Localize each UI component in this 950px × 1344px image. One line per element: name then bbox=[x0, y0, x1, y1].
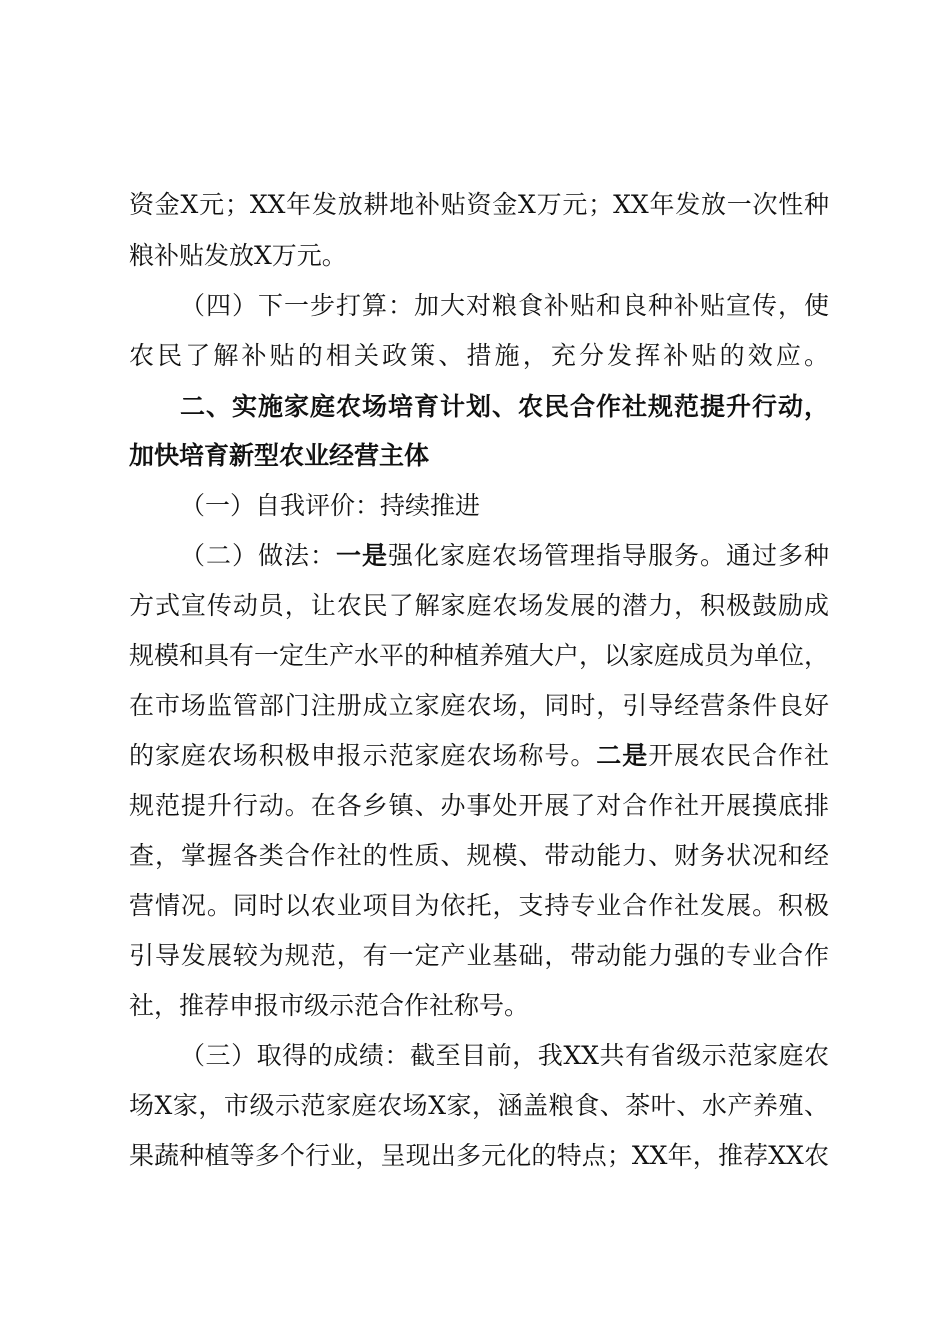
emphasis-text: 一是 bbox=[336, 541, 388, 570]
paragraph-line: 方式宣传动员，让农民了解家庭农场发展的潜力，积极鼓励成 bbox=[129, 591, 829, 620]
paragraph-line: （一）自我评价：持续推进 bbox=[180, 491, 481, 520]
paragraph-line: 规范提升行动。在各乡镇、办事处开展了对合作社开展摸底排 bbox=[129, 791, 829, 820]
paragraph-line: 场X家，市级示范家庭农场X家，涵盖粮食、茶叶、水产养殖、 bbox=[129, 1091, 829, 1120]
paragraph-line: 粮补贴发放X万元。 bbox=[129, 241, 347, 270]
paragraph-line: 社，推荐申报市级示范合作社称号。 bbox=[129, 991, 530, 1020]
paragraph-line: 在市场监管部门注册成立家庭农场，同时，引导经营条件良好 bbox=[129, 691, 829, 720]
paragraph-text: 强化家庭农场管理指导服务。通过多种 bbox=[388, 541, 829, 570]
paragraph-line: 农民了解补贴的相关政策、措施，充分发挥补贴的效应。 bbox=[129, 341, 829, 370]
emphasis-text: 二是 bbox=[596, 741, 649, 770]
section-heading: 加快培育新型农业经营主体 bbox=[129, 441, 430, 470]
paragraph-line: 营情况。同时以农业项目为依托，支持专业合作社发展。积极 bbox=[129, 891, 829, 920]
paragraph-line: （四）下一步打算：加大对粮食补贴和良种补贴宣传，使 bbox=[180, 291, 829, 320]
paragraph-text: 的家庭农场积极申报示范家庭农场称号。 bbox=[129, 741, 597, 770]
paragraph-line: 果蔬种植等多个行业，呈现出多元化的特点；XX年，推荐XX农 bbox=[129, 1141, 829, 1170]
paragraph-line: 查，掌握各类合作社的性质、规模、带动能力、财务状况和经 bbox=[129, 841, 829, 870]
paragraph-line bbox=[180, 534, 829, 578]
paragraph-text: （二）做法： bbox=[180, 541, 336, 570]
section-heading: 二、实施家庭农场培育计划、农民合作社规范提升行动， bbox=[180, 392, 829, 421]
paragraph-text: 开展农民合作社 bbox=[648, 741, 829, 770]
paragraph-line bbox=[129, 734, 829, 778]
paragraph-line: 资金X元；XX年发放耕地补贴资金X万元；XX年发放一次性种 bbox=[129, 190, 829, 219]
paragraph-line: 引导发展较为规范，有一定产业基础，带动能力强的专业合作 bbox=[129, 941, 829, 970]
paragraph-line: （三）取得的成绩：截至目前，我XX共有省级示范家庭农 bbox=[180, 1041, 829, 1070]
paragraph-line: 规模和具有一定生产水平的种植养殖大户，以家庭成员为单位， bbox=[129, 641, 830, 670]
